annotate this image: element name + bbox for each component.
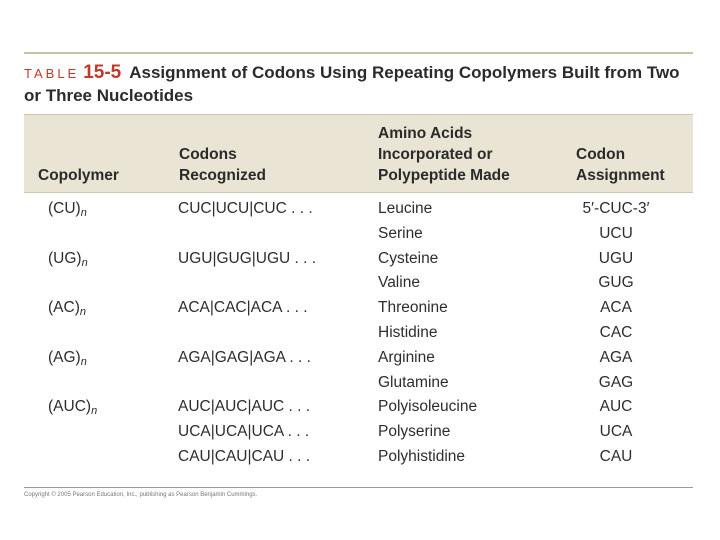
codons-cell: ACA|CAC|ACA . . .: [178, 299, 308, 317]
copolymer-cell: $(AG)_n$: [48, 348, 87, 368]
table-row: [24, 423, 693, 448]
table-label: TABLE: [24, 66, 80, 81]
copolymer-cell: $(CU)_n$: [48, 200, 87, 219]
codon-assignment-cell: ACA: [600, 299, 632, 317]
copolymer-cell: $(UG)_n$: [48, 249, 88, 269]
codon-assignment-cell: UCU: [599, 224, 633, 242]
table-row: [24, 398, 693, 423]
table-body: [24, 200, 693, 473]
table-row: [24, 349, 693, 374]
header-codons: Codons Recognized: [179, 146, 266, 184]
amino-acid-cell: Polyserine: [378, 423, 451, 441]
table-row: [24, 274, 693, 299]
codons-cell: AUC|AUC|AUC . . .: [178, 398, 311, 416]
codon-assignment-cell: 5′-CUC-3′: [582, 200, 650, 217]
table-header: [24, 114, 693, 193]
codon-assignment-cell: CAC: [599, 323, 633, 341]
codons-cell: UCA|UCA|UCA . . .: [178, 423, 310, 441]
copolymer-cell: $(AUC)_n$: [48, 398, 98, 418]
copyright-notice: Copyright © 2005 Pearson Education, Inc., publishing as Pearson Benjamin Cummings.: [24, 492, 258, 498]
amino-acid-cell: Glutamine: [378, 373, 449, 391]
bottom-rule: [24, 487, 693, 488]
codons-cell: UGU|GUG|UGU . . .: [178, 249, 317, 267]
table-row: [24, 448, 693, 473]
amino-acid-cell: Cysteine: [378, 249, 439, 267]
table-title: Assignment of Codons Using Repeating Copolymers Built from Two or Three Nucleotides: [24, 63, 680, 105]
header-copolymer: Copolymer: [38, 167, 119, 184]
table-row: [24, 299, 693, 324]
codons-cell: CUC|UCU|CUC . . .: [178, 200, 313, 217]
codon-assignment-cell: GUG: [598, 274, 634, 292]
amino-acid-cell: Histidine: [378, 323, 438, 341]
codon-assignment-cell: UGU: [598, 249, 634, 267]
amino-acid-cell: Serine: [378, 224, 423, 242]
amino-acid-cell: Threonine: [378, 299, 448, 317]
codon-assignment-cell: UCA: [599, 423, 633, 441]
amino-acid-cell: Polyisoleucine: [378, 398, 478, 416]
table-row: [24, 374, 693, 399]
table-number: 15-5: [83, 62, 122, 83]
copolymer-cell: $(AC)_n$: [48, 299, 86, 319]
amino-acid-cell: Leucine: [378, 200, 433, 217]
codons-cell: AGA|GAG|AGA . . .: [178, 348, 311, 366]
table-caption: [24, 62, 693, 107]
codons-cell: CAU|CAU|CAU . . .: [178, 447, 311, 465]
table-row: [24, 250, 693, 275]
amino-acid-cell: Polyhistidine: [378, 447, 466, 465]
header-codon-assignment: Codon Assignment: [576, 146, 665, 184]
codon-assignment-cell: AUC: [599, 398, 633, 416]
table-row: [24, 324, 693, 349]
table-row: [24, 225, 693, 250]
header-amino-acids: Amino Acids Incorporated or Polypeptide Made: [378, 125, 510, 184]
amino-acid-cell: Arginine: [378, 348, 435, 366]
top-rule: [24, 52, 693, 54]
codon-assignment-cell: GAG: [598, 373, 634, 391]
amino-acid-cell: Valine: [378, 274, 420, 292]
table-row: [24, 200, 693, 225]
codon-assignment-cell: AGA: [599, 348, 633, 366]
codon-assignment-cell: CAU: [599, 447, 633, 465]
